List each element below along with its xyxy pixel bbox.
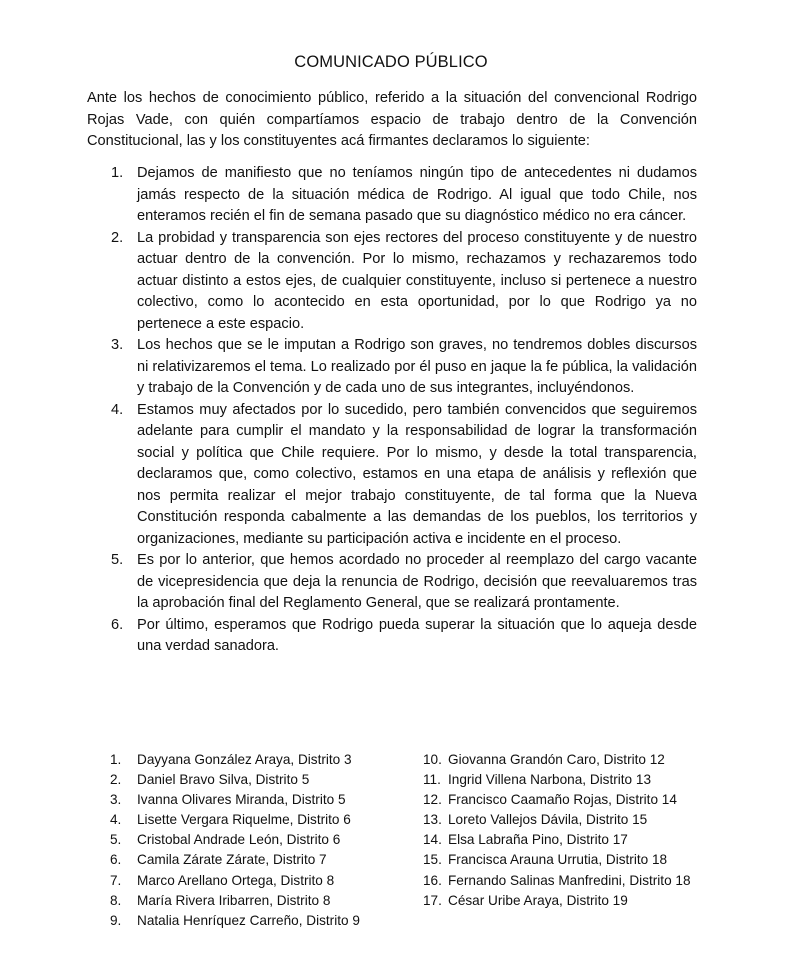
signatory-item xyxy=(423,850,723,870)
document-title: COMUNICADO PÚBLICO xyxy=(294,53,488,71)
signatory-item xyxy=(423,790,723,810)
point-text: Estamos muy afectados por lo sucedido, pero también convencidos que seguiremos adelante para cumplir el mandato y la responsabilidad de lograr la transformación social y política que Chile requiere. Por lo mismo, y desde la total transparencia, declaramos que, como colectivo, estamos en una etapa de análisis y reflexión que nos permita realizar el mejor trabajo constituyente, de tal forma que la Nueva Constitución responda cabalmente a las demandas de los pueblos, los territorios y organizaciones, mediante su participación activa e incidente en el proceso. xyxy=(137,401,697,547)
declaration-point xyxy=(108,335,697,400)
point-number: 1. xyxy=(111,165,124,181)
signatory-item xyxy=(110,830,410,850)
signatory-name: César Uribe Araya, Distrito 19 xyxy=(448,892,628,908)
point-text: Por último, esperamos que Rodrigo pueda superar la situación que lo aqueja desde una verdad sanadora. xyxy=(137,616,697,654)
signatory-item xyxy=(110,750,410,770)
signatory-item xyxy=(110,790,410,810)
signatory-item xyxy=(423,871,723,891)
signatory-name: Natalia Henríquez Carreño, Distrito 9 xyxy=(137,912,360,928)
signatory-number: 16. xyxy=(423,872,442,888)
signatory-name: Elsa Labraña Pino, Distrito 17 xyxy=(448,832,628,848)
declaration-point xyxy=(108,163,697,228)
signatory-name: Cristobal Andrade León, Distrito 6 xyxy=(137,832,341,848)
point-text: Es por lo anterior, que hemos acordado no proceder al reemplazo del cargo vacante de vicepresidencia que deja la renuncia de Rodrigo, decisión que reevaluaremos tras la aprobación final del Reglamento General, que se realizará prontamente. xyxy=(137,552,697,611)
signatory-number: 7. xyxy=(110,872,122,888)
signatory-number: 1. xyxy=(110,752,122,767)
point-text: Dejamos de manifiesto que no teníamos ningún tipo de antecedentes ni dudamos jamás respecto de la situación médica de Rodrigo. Al igual que todo Chile, nos enteramos recién el fin de semana pasado que su diagnóstico médico no era cáncer. xyxy=(137,165,697,224)
signatory-number: 4. xyxy=(110,812,122,828)
signatory-number: 13. xyxy=(423,812,442,828)
signatory-item xyxy=(110,871,410,891)
declaration-point xyxy=(108,615,697,658)
signatory-item xyxy=(423,830,723,850)
point-number: 5. xyxy=(111,552,124,568)
point-number: 3. xyxy=(111,337,124,353)
signatory-number: 9. xyxy=(110,912,122,928)
signatory-name: Dayyana González Araya, Distrito 3 xyxy=(137,752,352,767)
signatory-number: 5. xyxy=(110,832,122,848)
signatory-item xyxy=(110,850,410,870)
signatory-name: Ivanna Olivares Miranda, Distrito 5 xyxy=(137,792,346,808)
declaration-point xyxy=(108,400,697,551)
signatory-number: 17. xyxy=(423,892,442,908)
point-text: La probidad y transparencia son ejes rectores del proceso constituyente y de nuestro actuar dentro de la convención. Por lo mismo, rechazamos y rechazaremos todo actuar distinto a estos ejes, de cualquier constituyente, incluso si pertenece a nuestro colectivo, como lo acontecido en esta oportunidad, por lo que Rodrigo ya no pertenece a este espacio. xyxy=(137,229,697,332)
point-text: Los hechos que se le imputan a Rodrigo son graves, no tendremos dobles discursos ni relativizaremos el tema. Lo realizado por él puso en jaque la fe pública, la validación y trabajo de la Convención y de cada uno de sus integrantes, incluyéndonos. xyxy=(137,337,697,396)
signatory-number: 11. xyxy=(423,772,441,788)
signatories-column-left xyxy=(110,750,410,931)
signatory-number: 6. xyxy=(110,852,122,868)
point-number: 2. xyxy=(111,229,124,246)
signatories-column-right xyxy=(423,750,723,911)
signatory-number: 14. xyxy=(423,832,442,848)
signatory-name: Fernando Salinas Manfredini, Distrito 18 xyxy=(448,872,691,888)
point-number: 4. xyxy=(111,401,124,418)
signatory-name: Camila Zárate Zárate, Distrito 7 xyxy=(137,852,327,868)
signatory-name: Lisette Vergara Riquelme, Distrito 6 xyxy=(137,812,351,828)
signatory-number: 10. xyxy=(423,752,442,767)
signatory-item xyxy=(110,891,410,911)
intro-paragraph: Ante los hechos de conocimiento público, referido a la situación del convencional Rodrigo Rojas Vade, con quién compartíamos espacio de trabajo dentro de la Convención Constitucional, las y los constituyentes acá firmantes declaramos lo siguiente: xyxy=(87,90,697,149)
signatory-name: Marco Arellano Ortega, Distrito 8 xyxy=(137,872,335,888)
signatory-item xyxy=(110,911,410,931)
signatory-item xyxy=(423,810,723,830)
signatory-name: Ingrid Villena Narbona, Distrito 13 xyxy=(448,772,652,788)
signatory-item xyxy=(423,891,723,911)
declaration-point xyxy=(108,228,697,336)
declaration-point xyxy=(108,550,697,615)
signatory-name: Loreto Vallejos Dávila, Distrito 15 xyxy=(448,812,648,828)
declaration-points-list xyxy=(108,163,697,658)
signatory-item xyxy=(110,810,410,830)
signatory-name: María Rivera Iribarren, Distrito 8 xyxy=(137,892,331,908)
signatory-number: 12. xyxy=(423,792,442,808)
signatory-name: Giovanna Grandón Caro, Distrito 12 xyxy=(448,752,665,767)
signatory-number: 15. xyxy=(423,852,442,868)
point-number: 6. xyxy=(111,616,124,633)
signatory-name: Francisca Arauna Urrutia, Distrito 18 xyxy=(448,852,668,868)
signatory-number: 2. xyxy=(110,772,122,788)
signatory-number: 8. xyxy=(110,892,122,908)
signatory-name: Francisco Caamaño Rojas, Distrito 14 xyxy=(448,792,677,808)
signatory-item xyxy=(423,770,723,790)
signatory-name: Daniel Bravo Silva, Distrito 5 xyxy=(137,772,310,788)
signatory-item xyxy=(423,750,723,770)
signatory-item xyxy=(110,770,410,790)
signatory-number: 3. xyxy=(110,792,122,808)
